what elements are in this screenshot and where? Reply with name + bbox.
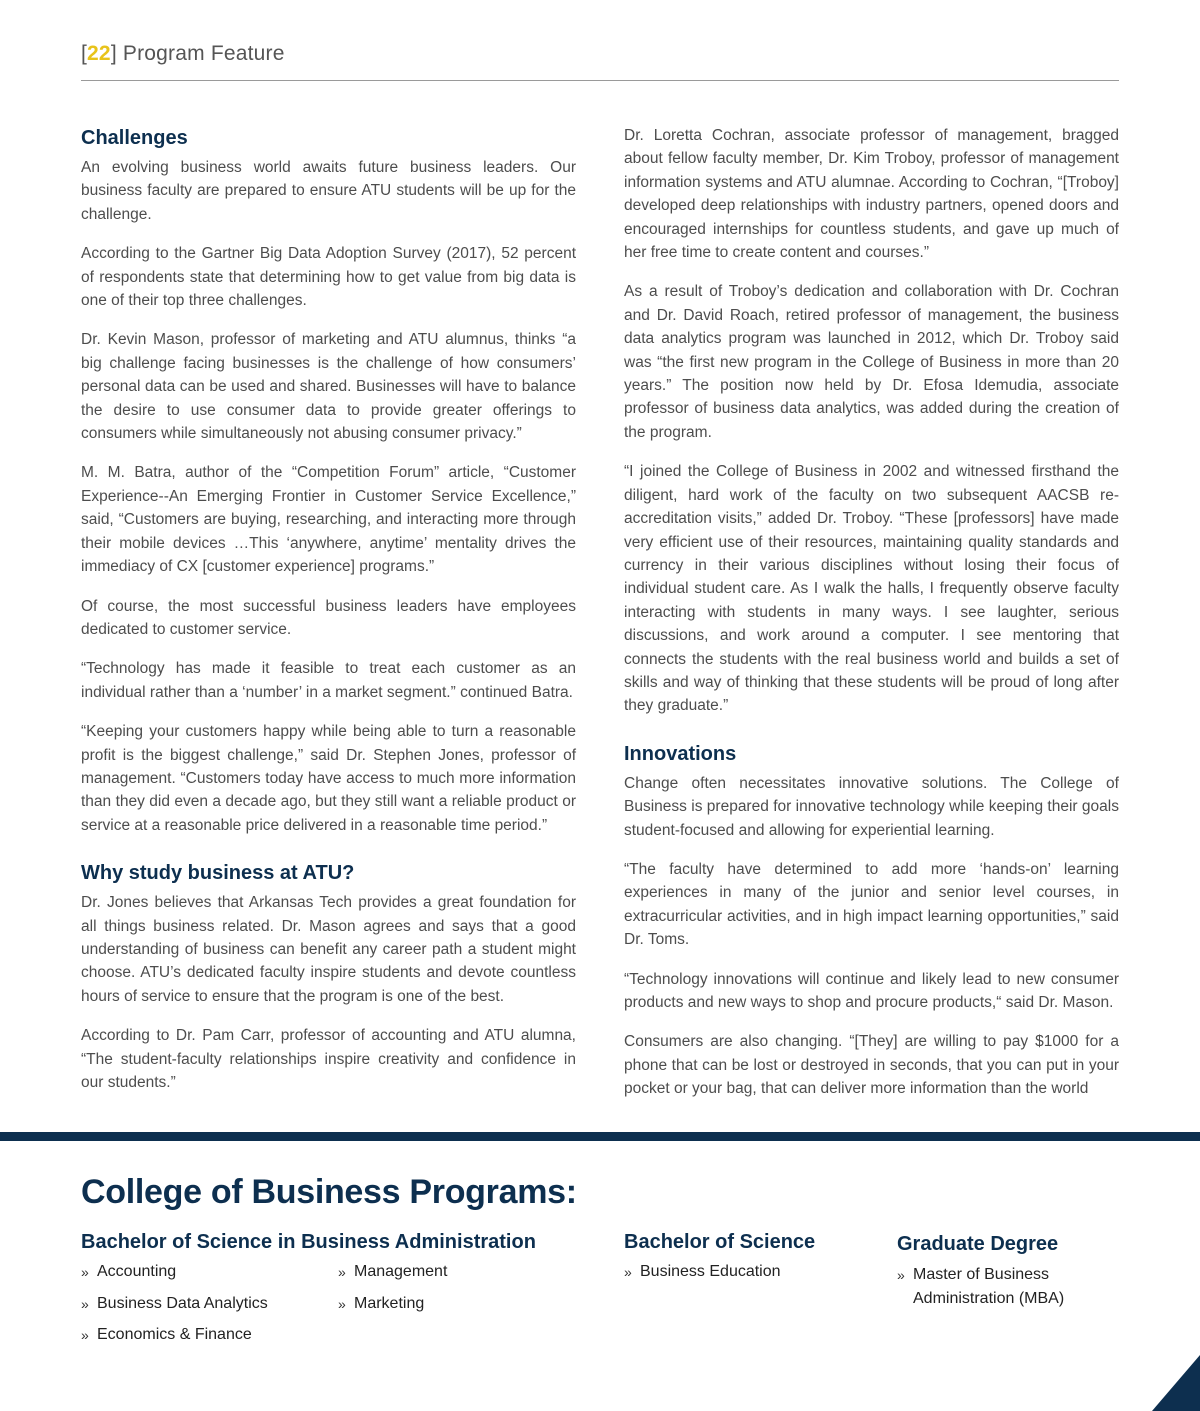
paragraph: Change often necessitates innovative solutions. The College of Business is prepared for innovative technology while keeping their goals student-focused and allowing for experiential learning. [624, 774, 1119, 839]
paragraph: According to the Gartner Big Data Adoption Survey (2017), 52 percent of respondents state that determining how to get value from big data is one of their top three challenges. [81, 245, 576, 310]
paragraph: Dr. Loretta Cochran, associate professor of management, bragged about fellow faculty member, Dr. Kim Troboy, professor of management information systems and ATU alumnae. According to Cochran, “[Troboy] developed deep relationships with industry partners, opened doors and encouraged internships for countless students, and gave up much of her free time to create content and courses.” [624, 127, 1119, 262]
paragraph: As a result of Troboy’s dedication and collaboration with Dr. Cochran and Dr. David Roach, retired professor of management, the business data analytics program was launched in 2012, which Dr. Troboy said was “the first new program in the College of Business in more than 20 years.” The position now held by Dr. Efosa Idemudia, associate professor of business data analytics, was added during the creation of the program. [624, 283, 1119, 441]
bullet-icon: » [624, 1264, 632, 1280]
right-column [624, 124, 1119, 1117]
bs-group [624, 1229, 874, 1293]
program-item: » Management [338, 1261, 447, 1283]
bullet-icon: » [338, 1264, 346, 1280]
corner-triangle-icon [1152, 1355, 1200, 1411]
grad-list [897, 1263, 1097, 1311]
program-item: » Master of Business Administration (MBA) [897, 1263, 1097, 1311]
bsba-group [81, 1229, 601, 1356]
paragraph: “I joined the College of Business in 2002 and witnessed firsthand the diligent, hard work of the faculty on two subsequent AACSB re-accreditation visits,” added Dr. Troboy. “These [professors] have made very efficient use of their resources, maintaining quality standards and currency in their various disciplines without losing their focus of individual student care. As I walk the halls, I frequently observe faculty interacting with students in many ways. I see laughter, serious discussions, and work around a computer. I see mentoring that connects the students with the real business world and builds a set of skills and way of thinking that these students will be proud of long after they graduate.” [624, 463, 1119, 715]
program-item: » Economics & Finance [81, 1324, 338, 1346]
paragraph: M. M. Batra, author of the “Competition Forum” article, “Customer Experience--An Emerging Frontier in Customer Service Excellence,” said, “Customers are buying, researching, and interacting more through their mobile devices …This ‘anywhere, anytime’ mentality drives the immediacy of CX [customer experience] programs.” [81, 464, 576, 576]
paragraph: An evolving business world awaits future business leaders. Our business faculty are prepared to ensure ATU students will be up for the challenge. [81, 159, 576, 223]
bullet-icon: » [81, 1327, 89, 1343]
programs-title: College of Business Programs: [81, 1173, 577, 1211]
bsba-heading: Bachelor of Science in Business Administration [81, 1231, 536, 1253]
program-item: » Marketing [338, 1293, 447, 1315]
paragraph: “The faculty have determined to add more ‘hands-on’ learning experiences in many of the junior and senior level courses, in extracurricular activities, and in high impact learning opportunities,” said Dr. Toms. [624, 860, 1119, 949]
section-title: Program Feature [122, 42, 285, 65]
paragraph: Dr. Jones believes that Arkansas Tech provides a great foundation for all things business related. Dr. Mason agrees and says that a good understanding of business can benefit any career path a student might choose. ATU’s dedicated faculty inspire students and devote countless hours of service to ensure that the program is one of the best. [81, 894, 576, 1005]
bs-list [624, 1261, 874, 1283]
grad-group [897, 1231, 1097, 1321]
program-item: » Business Education [624, 1261, 874, 1283]
paragraph: Consumers are also changing. “[They] are willing to pay $1000 for a phone that can be lost or destroyed in seconds, that you can put in your pocket or your bag, that can deliver more information than the world [624, 1033, 1119, 1098]
paragraph: Of course, the most successful business leaders have employees dedicated to customer service. [81, 597, 576, 638]
bsba-list-2 [338, 1261, 447, 1356]
bullet-icon: » [81, 1264, 89, 1280]
left-column [81, 124, 576, 1110]
challenges-heading: Challenges [81, 127, 188, 149]
paragraph: Dr. Kevin Mason, professor of marketing and ATU alumnus, thinks “a big challenge facing businesses is the challenge of how consumers’ personal data can be used and shared. Businesses will have to balance the desire to use consumer data to provide greater offerings to consumers while simultaneously not abusing consumer privacy.” [81, 331, 576, 443]
page-number-bracket-close: ] [110, 42, 123, 65]
bs-heading: Bachelor of Science [624, 1231, 816, 1253]
section-divider [0, 1132, 1200, 1141]
bsba-list-1 [81, 1261, 338, 1356]
page-number-bracket-open: [ [81, 42, 88, 65]
bullet-icon: » [81, 1295, 89, 1312]
innovations-heading: Innovations [624, 742, 737, 765]
bullet-icon: » [897, 1267, 905, 1283]
page-header [81, 42, 1119, 81]
paragraph: “Technology innovations will continue and likely lead to new consumer products and new ways to shop and procure products,“ said Dr. Mason. [624, 970, 1119, 1011]
paragraph: “Technology has made it feasible to treat each customer as an individual rather than a ‘number’ in a market segment.” continued Batra. [81, 660, 576, 701]
program-item: » Business Data Analytics [81, 1293, 338, 1315]
grad-heading: Graduate Degree [897, 1233, 1059, 1255]
page-number: 22 [87, 42, 111, 65]
paragraph: “Keeping your customers happy while being able to turn a reasonable profit is the biggest challenge,” said Dr. Stephen Jones, professor of management. “Customers today have access to much more information than they did even a decade ago, but they still want a reliable product or service at a reasonable price delivered in a reasonable time period.” [81, 723, 576, 834]
why-study-heading: Why study business at ATU? [81, 862, 355, 885]
bullet-icon: » [338, 1295, 346, 1312]
program-item: » Accounting [81, 1261, 338, 1283]
paragraph: According to Dr. Pam Carr, professor of accounting and ATU alumna, “The student-faculty relationships inspire creativity and confidence in our students.” [81, 1027, 576, 1091]
